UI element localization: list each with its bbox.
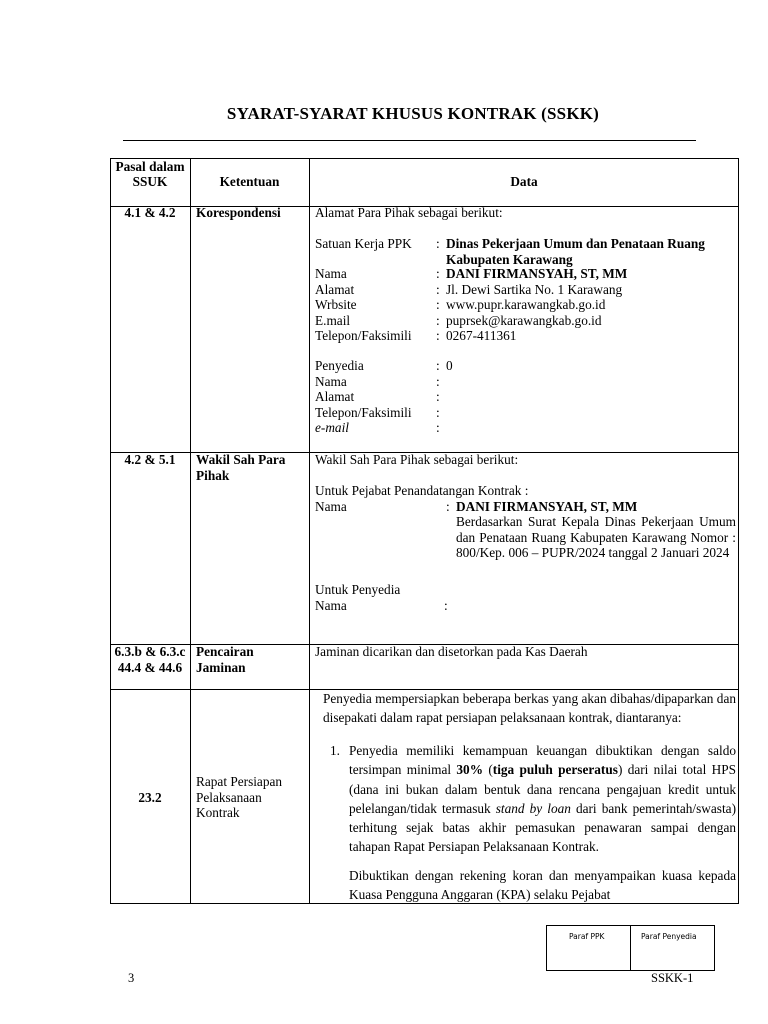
- paraf-divider: [630, 926, 631, 970]
- field-colon: :: [436, 373, 440, 389]
- row4-pasal: 23.2: [138, 790, 162, 805]
- row1-intro: Alamat Para Pihak sebagai berikut:: [315, 205, 503, 220]
- document-code: SSKK-1: [651, 971, 694, 985]
- column-divider: [190, 158, 191, 904]
- paraf-box: [546, 925, 715, 971]
- header-pasal: Pasal dalam SSUK: [115, 159, 185, 189]
- row4-item1-proof: Dibuktikan dengan rekening koran dan menyampaikan kuasa kepada Kuasa Pengguna Anggaran (KPA) selaku Pejabat: [349, 868, 736, 903]
- field-colon: :: [436, 358, 440, 373]
- field-value-telepon: 0267-411361: [446, 328, 517, 343]
- field-colon: :: [446, 498, 450, 514]
- item1-text: (: [483, 762, 493, 778]
- field-value-penyedia: 0: [446, 358, 453, 373]
- field-value-nama: DANI FIRMANSYAH, ST, MM: [446, 266, 628, 281]
- field-label: Telepon/Faksimili: [315, 404, 412, 420]
- header-data: Data: [510, 174, 538, 189]
- item1-percentage: 30%: [456, 762, 483, 778]
- field-colon: :: [436, 312, 440, 328]
- item1-text: Penyedia memiliki kemampuan keuangan dibuktikan dengan saldo tersimpan minimal: [349, 743, 736, 778]
- row4-item1: [349, 741, 736, 857]
- field-colon: :: [436, 389, 440, 404]
- header-ketentuan: Ketentuan: [219, 174, 280, 189]
- title-underline: [123, 140, 696, 141]
- field-label: Telepon/Faksimili: [315, 328, 412, 343]
- item1-text: dari bank pemerintah/swasta) terhitung sejak batas akhir pemasukan penawaran sampai dengan tahapan Rapat Persiapan Pelaksanaan Kontrak.: [349, 800, 736, 855]
- field-value-email: puprsek@karawangkab.go.id: [446, 312, 602, 328]
- row3-pasal: 6.3.b & 6.3.c 44.4 & 44.6: [114, 644, 186, 675]
- sskk-table: [110, 158, 739, 904]
- item1-percentage-words: tiga puluh perseratus: [492, 762, 618, 778]
- row2-intro: Wakil Sah Para Pihak sebagai berikut:: [315, 452, 519, 467]
- field-colon: :: [436, 328, 440, 343]
- table-border-left: [110, 158, 111, 904]
- field-label: Alamat: [315, 281, 355, 297]
- field-label: Nama: [315, 266, 347, 281]
- field-colon: :: [436, 266, 440, 281]
- field-label: Nama: [315, 373, 347, 389]
- document-title: SYARAT-SYARAT KHUSUS KONTRAK (SSKK): [226, 104, 600, 123]
- item1-text: ) dari nilai total HPS (dana ini bukan dalam bentuk dana rencana pengajuan kredit untuk pelelangan/tidak termasuk: [349, 762, 736, 816]
- table-border-right: [738, 158, 739, 904]
- field-colon: :: [444, 597, 448, 613]
- row3-ketentuan: Pencairan Jaminan: [196, 644, 254, 675]
- paraf-penyedia-label: Paraf Penyedia: [641, 932, 697, 941]
- field-colon: :: [436, 420, 440, 435]
- field-colon: :: [436, 236, 440, 251]
- item-number: 1.: [330, 743, 340, 758]
- paraf-ppk-label: Paraf PPK: [569, 932, 605, 941]
- field-label: Alamat: [315, 389, 355, 404]
- table-border-top: [110, 158, 739, 159]
- field-colon: :: [436, 281, 440, 297]
- field-label: Wrbsite: [315, 297, 357, 312]
- row1-pasal: 4.1 & 4.2: [124, 205, 176, 220]
- ppk-name: DANI FIRMANSYAH, ST, MM: [456, 498, 638, 514]
- ppk-appointment-basis: Berdasarkan Surat Kepala Dinas Pekerjaan Umum dan Penataan Ruang Kabupaten Karawang Nomor : 800/Kep. 006 – PUPR/2024 tanggal 2 Januari 2024: [456, 514, 736, 560]
- ppk-heading: Untuk Pejabat Penandatangan Kontrak :: [315, 483, 529, 498]
- row2-pasal: 4.2 & 5.1: [124, 452, 176, 467]
- row4-ketentuan: Rapat Persiapan Pelaksanaan Kontrak: [196, 774, 283, 820]
- row4-intro: Penyedia mempersiapkan beberapa berkas yang akan dibahas/dipaparkan dan disepakati dalam rapat persiapan pelaksanaan kontrak, diantaranya:: [323, 691, 736, 726]
- field-value-alamat: Jl. Dewi Sartika No. 1 Karawang: [446, 281, 623, 297]
- item1-stand-by-loan: stand by loan: [495, 800, 571, 816]
- field-colon: :: [436, 297, 440, 312]
- field-label: Nama: [315, 597, 347, 613]
- field-label: Nama: [315, 498, 347, 514]
- field-label: Satuan Kerja PPK: [315, 236, 412, 251]
- row1-ketentuan: Korespondensi: [196, 205, 281, 220]
- page-number: 3: [128, 971, 135, 985]
- penyedia-heading: Untuk Penyedia: [315, 582, 401, 597]
- field-value-website: www.pupr.karawangkab.go.id: [446, 297, 606, 312]
- row2-ketentuan: Wakil Sah Para Pihak: [196, 452, 286, 483]
- field-label: Penyedia: [315, 358, 364, 373]
- column-divider: [309, 158, 310, 904]
- row3-text: Jaminan dicarikan dan disetorkan pada Kas Daerah: [315, 644, 588, 659]
- field-value-satuan-kerja: Dinas Pekerjaan Umum dan Penataan Ruang Kabupaten Karawang: [446, 236, 705, 267]
- field-label: E.mail: [315, 312, 351, 328]
- field-label: e-mail: [315, 420, 349, 435]
- field-colon: :: [436, 404, 440, 420]
